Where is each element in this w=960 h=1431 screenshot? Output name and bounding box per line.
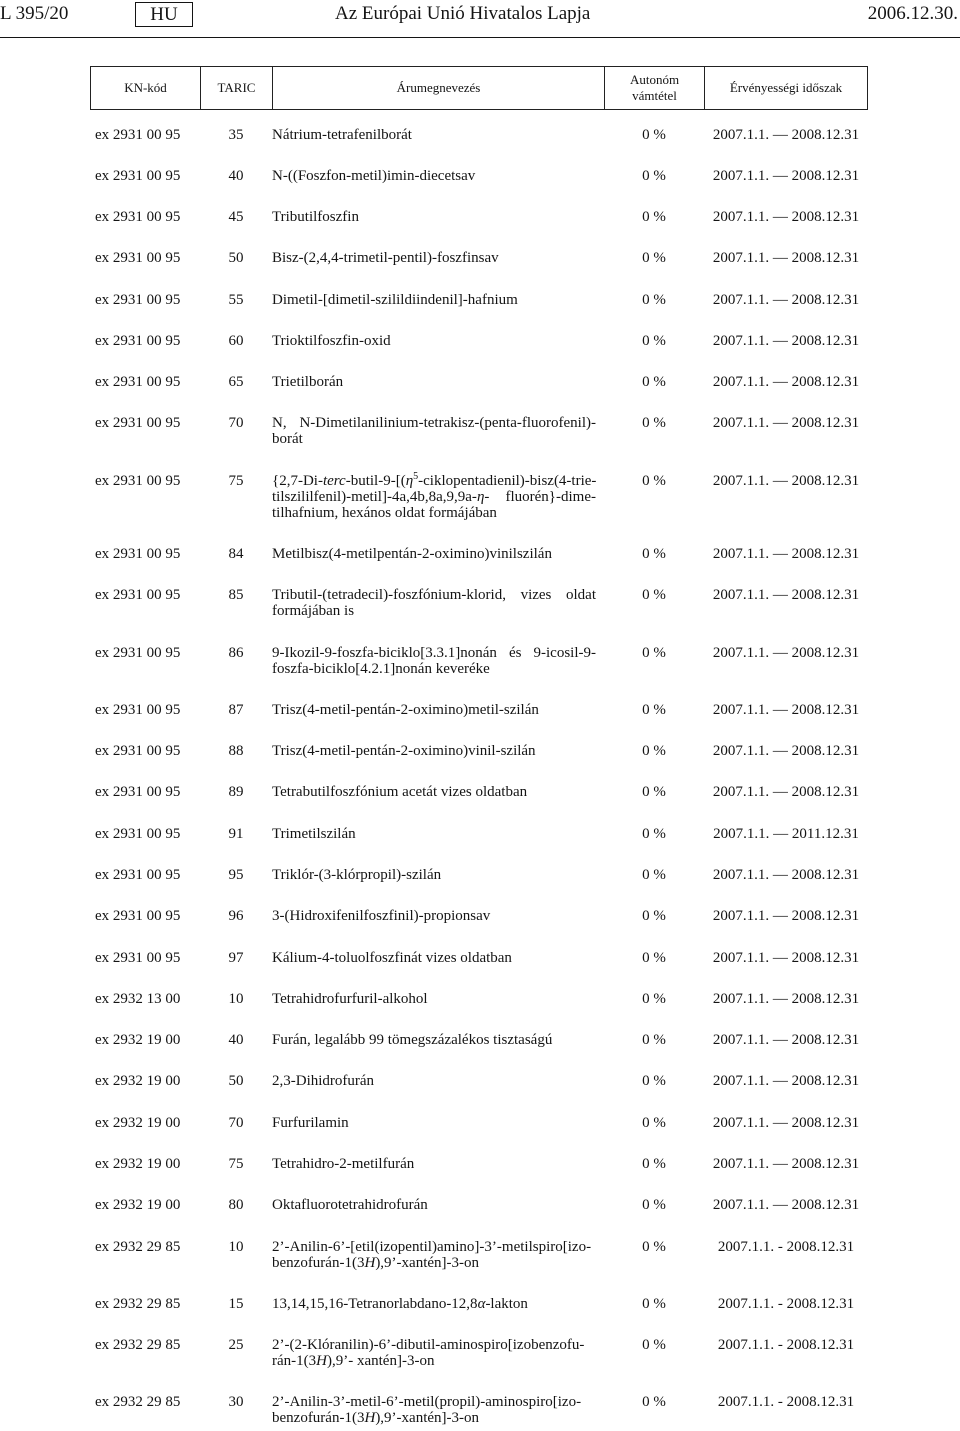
validity-cell: 2007.1.1. — 2008.12.31 (712, 784, 860, 801)
table-row (90, 234, 868, 275)
description-line: Bisz-(2,4,4-trimetil-pentil)-foszfinsav (272, 250, 499, 267)
description-line (272, 470, 597, 489)
kn-code-cell: ex 2931 00 95 (95, 644, 181, 661)
taric-cell: 25 (228, 1337, 244, 1354)
column-header-taric (200, 67, 272, 109)
taric-cell: 84 (228, 546, 244, 563)
table-row (90, 316, 868, 357)
kn-code-cell: ex 2932 19 00 (95, 1032, 181, 1049)
kn-code-cell: ex 2932 29 85 (95, 1295, 181, 1312)
duty-rate-cell: 0 % (642, 949, 666, 966)
duty-rate-cell: 0 % (642, 209, 666, 226)
description-line: 2’-Anilin-6’-[etil(izopentil)amino]-3’-metilspiro[izo- (272, 1238, 592, 1255)
header-rule (0, 37, 960, 38)
validity-cell: 2007.1.1. - 2008.12.31 (717, 1295, 855, 1312)
kn-code-cell: ex 2931 00 95 (95, 701, 181, 718)
kn-code-cell: ex 2931 00 95 (95, 908, 181, 925)
description-cell (272, 587, 604, 619)
table-row (90, 1279, 868, 1320)
description-line: Tributil-(tetradecil)-foszfónium-klorid, vizes oldat (272, 587, 596, 604)
description-line: 2’-(2-Klóranilin)-6’-dibutil-aminospiro[izobenzofu- (272, 1337, 585, 1354)
duty-rate-cell: 0 % (642, 472, 666, 489)
duty-rate-cell: 0 % (642, 1114, 666, 1131)
description-line: Dimetil-[dimetil-szilildiindenil]-hafnium (272, 291, 518, 308)
description-cell (272, 1337, 604, 1369)
validity-cell: 2007.1.1. — 2008.12.31 (712, 374, 860, 391)
description-cell (272, 1296, 604, 1312)
description-line: Metilbisz(4-metilpentán-2-oximino)vinilszilán (272, 546, 552, 563)
taric-cell: 87 (228, 701, 244, 718)
language-code-box: HU (135, 2, 193, 27)
kn-code-cell: ex 2931 00 95 (95, 291, 181, 308)
taric-cell: 40 (228, 1032, 244, 1049)
italic-text: η (405, 472, 414, 489)
table-body (90, 110, 868, 1426)
table-row (90, 1321, 868, 1378)
validity-cell: 2007.1.1. — 2008.12.31 (712, 167, 860, 184)
validity-cell: 2007.1.1. — 2008.12.31 (712, 867, 860, 883)
table-row (90, 1181, 868, 1222)
kn-code-cell: ex 2932 19 00 (95, 1073, 181, 1090)
description-cell (272, 645, 604, 677)
validity-cell: 2007.1.1. — 2008.12.31 (712, 415, 860, 432)
duty-rate-cell: 0 % (642, 415, 666, 432)
kn-code-cell: ex 2931 00 95 (95, 546, 181, 563)
table-row (90, 628, 868, 685)
taric-cell: 40 (228, 167, 244, 184)
duty-rate-cell: 0 % (642, 1197, 666, 1214)
description-line (272, 1255, 596, 1271)
superscript-text: 5 (413, 470, 419, 482)
description-line: tilhafnium, hexános oldat formájában (272, 504, 497, 521)
table-row (90, 571, 868, 628)
description-line: Tributilfoszfin (272, 209, 359, 226)
taric-cell: 96 (228, 908, 244, 925)
description-line: Furán, legalább 99 tömegszázalékos tisztaságú (272, 1032, 553, 1049)
duty-rate-cell: 0 % (642, 1394, 666, 1411)
table-row (90, 1222, 868, 1279)
duty-rate-cell: 0 % (642, 167, 666, 184)
taric-cell: 15 (228, 1295, 244, 1312)
taric-cell: 65 (228, 374, 244, 391)
description-line (272, 1353, 596, 1369)
duty-rate-cell: 0 % (642, 332, 666, 349)
description-cell (272, 1394, 604, 1426)
duty-rate-cell: 0 % (642, 701, 666, 718)
description-cell (272, 546, 604, 562)
description-cell (272, 333, 604, 349)
kn-code-cell: ex 2932 13 00 (95, 990, 181, 1007)
validity-cell: 2007.1.1. — 2008.12.31 (712, 546, 860, 563)
column-header-label: Árumegnevezés (396, 80, 481, 95)
table-row (90, 358, 868, 399)
taric-cell: 55 (228, 291, 244, 308)
page-reference: L 395/20 (0, 3, 69, 24)
validity-cell: 2007.1.1. - 2008.12.31 (717, 1337, 855, 1354)
duty-rate-cell: 0 % (642, 587, 666, 604)
description-cell (272, 415, 604, 447)
duty-rate-cell: 0 % (642, 743, 666, 760)
text-segment: -ciklopentadienil)-bisz(4-trie- (418, 472, 597, 489)
validity-cell: 2007.1.1. — 2008.12.31 (712, 1073, 860, 1090)
kn-code-cell: ex 2932 29 85 (95, 1337, 181, 1354)
duty-rate-cell: 0 % (642, 644, 666, 661)
taric-cell: 10 (228, 1238, 244, 1255)
column-header-label-line: Autonóm (629, 72, 680, 87)
taric-cell: 80 (228, 1197, 244, 1214)
table-row (90, 851, 868, 892)
description-cell (272, 127, 604, 143)
taric-cell: 97 (228, 949, 244, 966)
description-line: Oktafluorotetrahidrofurán (272, 1197, 428, 1214)
description-cell (272, 702, 604, 718)
table-row (90, 193, 868, 234)
validity-cell: 2007.1.1. — 2008.12.31 (712, 743, 860, 760)
description-cell (272, 743, 604, 759)
validity-cell: 2007.1.1. — 2008.12.31 (712, 1155, 860, 1172)
taric-cell: 70 (228, 1114, 244, 1131)
validity-cell: 2007.1.1. — 2008.12.31 (712, 644, 860, 661)
table-row (90, 892, 868, 933)
duty-rate-cell: 0 % (642, 867, 666, 883)
description-line (272, 1296, 596, 1312)
kn-code-cell: ex 2931 00 95 (95, 250, 181, 267)
italic-text: H (316, 1353, 327, 1370)
kn-code-cell: ex 2932 29 85 (95, 1394, 181, 1411)
description-line: Trisz(4-metil-pentán-2-oximino)metil-szilán (272, 701, 539, 718)
taric-cell: 70 (228, 415, 244, 432)
text-segment: tilszililfenil)-metil]-4a,4b,8a,9,9a- (272, 488, 477, 505)
text-segment: -butil-9-[( (345, 472, 406, 489)
duty-rate-cell: 0 % (642, 1155, 666, 1172)
duty-rate-cell: 0 % (642, 250, 666, 267)
description-cell (272, 374, 604, 390)
description-cell (272, 784, 604, 800)
description-line: Tetrahidrofurfuril-alkohol (272, 990, 428, 1007)
column-header-label: TARIC (217, 80, 256, 95)
duty-rate-cell: 0 % (642, 1238, 666, 1255)
table-row (90, 1378, 868, 1427)
validity-cell: 2007.1.1. — 2008.12.31 (712, 250, 860, 267)
table-row (90, 685, 868, 726)
table-row (90, 456, 868, 529)
validity-cell: 2007.1.1. - 2008.12.31 (717, 1394, 855, 1411)
journal-title: Az Európai Unió Hivatalos Lapja (335, 3, 591, 24)
description-cell (272, 250, 604, 266)
validity-cell: 2007.1.1. - 2008.12.31 (717, 1238, 855, 1255)
text-segment: - fluorén}-dime- (484, 488, 596, 505)
description-line: formájában is (272, 603, 355, 620)
kn-code-cell: ex 2931 00 95 (95, 126, 181, 143)
description-cell (272, 1115, 604, 1131)
description-cell (272, 1073, 604, 1089)
validity-cell: 2007.1.1. — 2008.12.31 (712, 209, 860, 226)
description-cell (272, 1239, 604, 1271)
italic-text: H (364, 1254, 376, 1271)
table-row (90, 1016, 868, 1057)
description-line: Tetrabutilfoszfónium acetát vizes oldatban (272, 784, 528, 801)
kn-code-cell: ex 2931 00 95 (95, 743, 181, 760)
duty-rate-cell: 0 % (642, 825, 666, 842)
table-row (90, 1098, 868, 1139)
description-cell (272, 292, 604, 308)
kn-code-cell: ex 2931 00 95 (95, 472, 181, 489)
description-line: Trimetilszilán (272, 825, 356, 842)
page-header (0, 0, 960, 38)
taric-cell: 30 (228, 1394, 244, 1411)
duty-rate-cell: 0 % (642, 546, 666, 563)
table-row (90, 530, 868, 571)
taric-cell: 85 (228, 587, 244, 604)
text-segment: -lakton (485, 1295, 528, 1312)
description-cell (272, 1032, 604, 1048)
description-line: 3-(Hidroxifenilfoszfinil)-propionsav (272, 908, 491, 925)
description-line: foszfa-biciklo[4.2.1]nonán keveréke (272, 660, 490, 677)
italic-text: H (364, 1410, 376, 1427)
kn-code-cell: ex 2932 29 85 (95, 1238, 181, 1255)
table-row (90, 974, 868, 1015)
taric-cell: 75 (228, 1155, 244, 1172)
table-row (90, 275, 868, 316)
validity-cell: 2007.1.1. — 2011.12.31 (713, 825, 859, 842)
description-line: 2’-Anilin-3’-metil-6’-metil(propil)-aminospiro[izo- (272, 1394, 582, 1411)
table-row (90, 809, 868, 850)
table-row (90, 1057, 868, 1098)
taric-cell: 60 (228, 332, 244, 349)
table-row (90, 727, 868, 768)
description-cell (272, 1197, 604, 1213)
duty-rate-cell: 0 % (642, 1032, 666, 1049)
description-line: N, N-Dimetilanilinium-tetrakisz-(penta-fluorofenil)- (272, 415, 596, 432)
text-segment: ),9’-xantén]-3-on (375, 1410, 480, 1427)
taric-cell: 50 (228, 250, 244, 267)
validity-cell: 2007.1.1. — 2008.12.31 (712, 1114, 860, 1131)
table-row (90, 1139, 868, 1180)
duty-rate-cell: 0 % (642, 1337, 666, 1354)
description-line: Trisz(4-metil-pentán-2-oximino)vinil-szilán (272, 743, 536, 760)
column-header-kn-code (90, 67, 200, 109)
column-header-duty-rate (604, 67, 704, 109)
text-segment: ),9’-xantén]-3-on (375, 1254, 480, 1271)
duty-rate-cell: 0 % (642, 374, 666, 391)
description-line: Kálium-4-toluolfoszfinát vizes oldatban (272, 949, 512, 966)
text-segment: rán-1(3 (272, 1353, 317, 1370)
italic-text: η (476, 488, 485, 505)
duty-rate-cell: 0 % (642, 1073, 666, 1090)
kn-code-cell: ex 2932 19 00 (95, 1114, 181, 1131)
kn-code-cell: ex 2931 00 95 (95, 784, 181, 801)
description-cell (272, 867, 604, 883)
text-segment: benzofurán-1(3 (272, 1410, 365, 1427)
italic-text: α (477, 1295, 486, 1312)
description-line (272, 489, 596, 505)
validity-cell: 2007.1.1. — 2008.12.31 (712, 291, 860, 308)
taric-cell: 10 (228, 990, 244, 1007)
kn-code-cell: ex 2931 00 95 (95, 949, 181, 966)
description-cell (272, 470, 604, 521)
kn-code-cell: ex 2931 00 95 (95, 209, 181, 226)
text-segment: 13,14,15,16-Tetranorlabdano-12,8 (272, 1295, 478, 1312)
description-line: 9-Ikozil-9-foszfa-biciklo[3.3.1]nonán és 9-icosil-9- (272, 644, 596, 661)
description-cell (272, 991, 604, 1007)
column-header-description (272, 67, 604, 109)
duty-rate-cell: 0 % (642, 990, 666, 1007)
duty-rate-cell: 0 % (642, 908, 666, 925)
column-header-label: Érvényességi időszak (729, 80, 843, 95)
validity-cell: 2007.1.1. — 2008.12.31 (712, 1197, 860, 1214)
description-line: Nátrium-tetrafenilborát (272, 126, 412, 143)
kn-code-cell: ex 2931 00 95 (95, 415, 181, 432)
description-cell (272, 908, 604, 924)
taric-cell: 45 (228, 209, 244, 226)
kn-code-cell: ex 2932 19 00 (95, 1197, 181, 1214)
description-line: borát (272, 431, 303, 448)
kn-code-cell: ex 2931 00 95 (95, 167, 181, 184)
description-line: Furfurilamin (272, 1114, 349, 1131)
validity-cell: 2007.1.1. — 2008.12.31 (712, 908, 860, 925)
description-line: Tetrahidro-2-metilfurán (272, 1155, 415, 1172)
description-line: Triklór-(3-klórpropil)-szilán (272, 867, 442, 883)
text-segment: benzofurán-1(3 (272, 1254, 365, 1271)
validity-cell: 2007.1.1. — 2008.12.31 (712, 332, 860, 349)
table-row (90, 151, 868, 192)
description-line: N-((Foszfon-metil)imin-diecetsav (272, 167, 476, 184)
kn-code-cell: ex 2931 00 95 (95, 374, 181, 391)
text-segment: {2,7-Di- (272, 472, 323, 489)
description-cell (272, 826, 604, 842)
validity-cell: 2007.1.1. — 2008.12.31 (712, 587, 860, 604)
description-cell (272, 209, 604, 225)
validity-cell: 2007.1.1. — 2008.12.31 (712, 472, 860, 489)
taric-cell: 35 (228, 126, 244, 143)
column-header-validity (704, 67, 868, 109)
table-row (90, 768, 868, 809)
column-header-label: KN-kód (124, 80, 167, 95)
text-segment: ),9’- xantén]-3-on (327, 1353, 435, 1370)
description-line: 2,3-Dihidrofurán (272, 1073, 375, 1090)
taric-cell: 91 (228, 825, 244, 842)
taric-cell: 95 (228, 867, 244, 883)
italic-text: terc (322, 472, 346, 489)
duty-rate-cell: 0 % (642, 1295, 666, 1312)
description-cell (272, 168, 604, 184)
validity-cell: 2007.1.1. — 2008.12.31 (712, 126, 860, 143)
description-line: Trietilborán (272, 374, 344, 391)
taric-cell: 86 (228, 644, 244, 661)
duty-rate-cell: 0 % (642, 784, 666, 801)
description-cell (272, 1156, 604, 1172)
validity-cell: 2007.1.1. — 2008.12.31 (712, 990, 860, 1007)
kn-code-cell: ex 2931 00 95 (95, 825, 181, 842)
kn-code-cell: ex 2931 00 95 (95, 587, 181, 604)
description-line: Trioktilfoszfin-oxid (272, 332, 391, 349)
validity-cell: 2007.1.1. — 2008.12.31 (712, 701, 860, 718)
kn-code-cell: ex 2931 00 95 (95, 867, 181, 883)
table-header (90, 66, 868, 110)
table-row (90, 399, 868, 456)
column-header-label-line: vámtétel (632, 88, 677, 103)
description-cell (272, 950, 604, 966)
validity-cell: 2007.1.1. — 2008.12.31 (712, 1032, 860, 1049)
duty-rate-cell: 0 % (642, 126, 666, 143)
taric-cell: 75 (228, 472, 244, 489)
issue-date: 2006.12.30. (867, 3, 958, 24)
validity-cell: 2007.1.1. — 2008.12.31 (712, 949, 860, 966)
duty-rate-cell: 0 % (642, 291, 666, 308)
description-line (272, 1410, 596, 1426)
kn-code-cell: ex 2932 19 00 (95, 1155, 181, 1172)
kn-code-cell: ex 2931 00 95 (95, 332, 181, 349)
table-row (90, 110, 868, 151)
taric-cell: 88 (228, 743, 244, 760)
table-row (90, 933, 868, 974)
tariff-table (90, 66, 868, 1426)
taric-cell: 50 (228, 1073, 244, 1090)
taric-cell: 89 (228, 784, 244, 801)
